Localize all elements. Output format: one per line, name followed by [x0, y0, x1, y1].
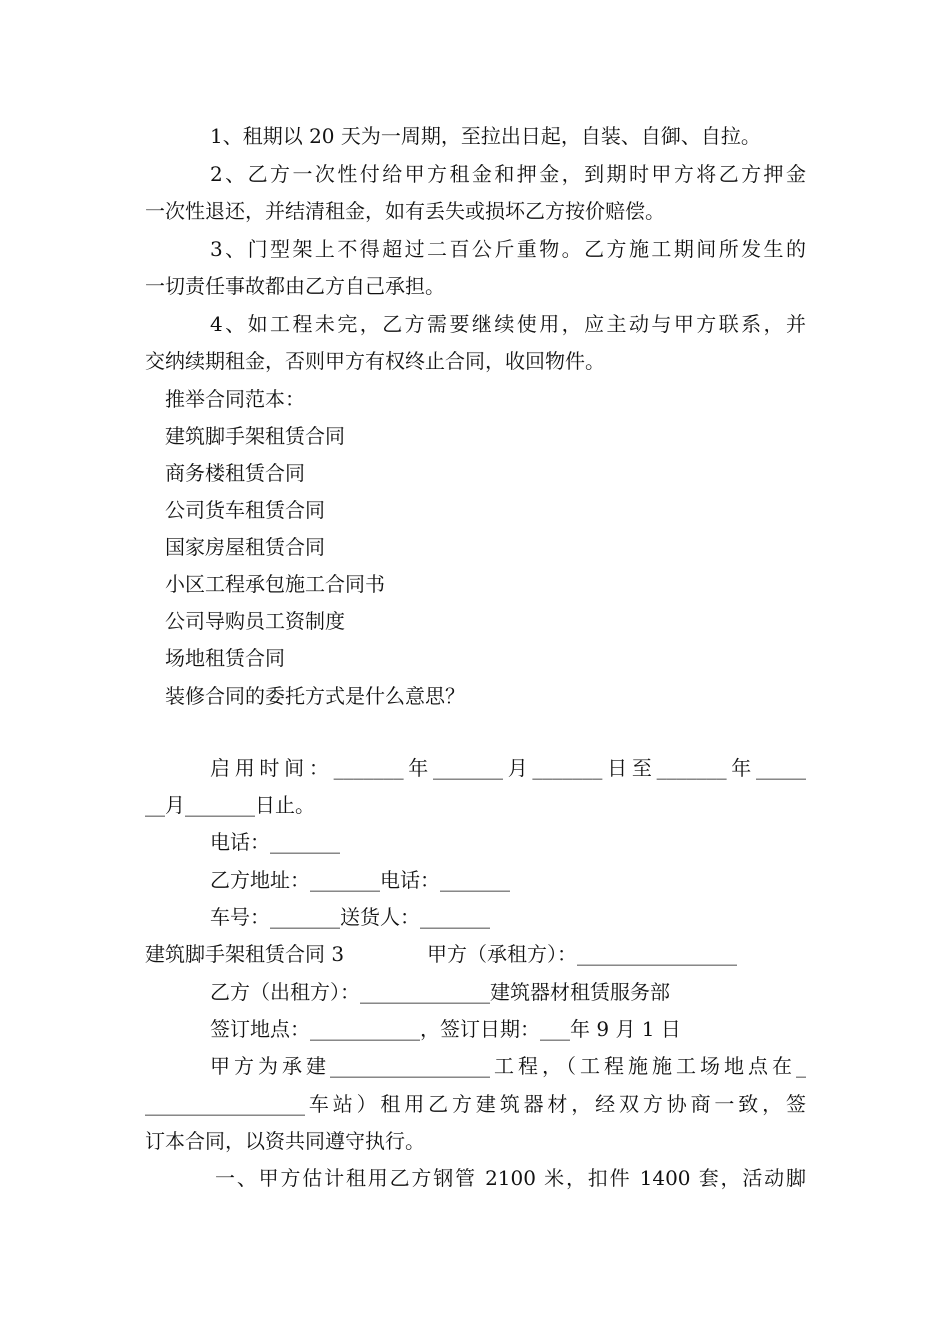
clause-4-line-1: 4、如工程未完，乙方需要继续使用，应主动与甲方联系，并 [210, 312, 806, 336]
recommend-link[interactable]: 建筑脚手架租赁合同 [165, 424, 345, 448]
contract-title: 建筑脚手架租赁合同 3 [145, 942, 345, 966]
clause-2-line-2: 一次性退还，并结清租金，如有丢失或损坏乙方按价赔偿。 [145, 199, 665, 223]
clause-3-line-1: 3、门型架上不得超过二百公斤重物。乙方施工期间所发生的 [210, 237, 806, 261]
intro-line-1: 甲方为承建________________工程，（工程施施工场地点在_ [210, 1054, 806, 1078]
party-b-line: 乙方（出租方）：_____________建筑器材租赁服务部 [210, 980, 670, 1004]
clause-2-line-1: 2、乙方一次性付给甲方租金和押金，到期时甲方将乙方押金 [210, 162, 806, 186]
start-time-line-2: __月_______日止。 [145, 793, 315, 817]
party-b-address-line: 乙方地址：_______电话：_______ [210, 868, 510, 892]
recommend-link[interactable]: 国家房屋租赁合同 [165, 535, 325, 559]
start-time-line-1: 启用时间：_______年_______月_______日至_______年_____ [210, 756, 806, 780]
phone-line: 电话：_______ [210, 830, 340, 854]
clause-4-line-2: 交纳续期租金，否则甲方有权终止合同，收回物件。 [145, 349, 605, 373]
recommend-link[interactable]: 场地租赁合同 [165, 646, 285, 670]
vehicle-line: 车号：_______送货人：_______ [210, 905, 490, 929]
recommend-link[interactable]: 公司导购员工资制度 [165, 609, 345, 633]
recommend-heading: 推举合同范本： [165, 387, 305, 411]
intro-line-3: 订本合同，以资共同遵守执行。 [145, 1129, 425, 1153]
clause-1-line: 1、租期以 20 天为一周期，至拉出日起，自装、自御、自拉。 [210, 124, 761, 148]
signing-line: 签订地点：___________，签订日期：___年 9 月 1 日 [210, 1017, 681, 1041]
recommend-link[interactable]: 商务楼租赁合同 [165, 461, 305, 485]
clause-3-line-2: 一切责任事故都由乙方自己承担。 [145, 274, 445, 298]
recommend-link[interactable]: 小区工程承包施工合同书 [165, 572, 385, 596]
article-1-line: 一、甲方估计租用乙方钢管 2100 米，扣件 1400 套，活动脚 [215, 1166, 806, 1190]
recommend-link[interactable]: 公司货车租赁合同 [165, 498, 325, 522]
intro-line-2: ________________车站）租用乙方建筑器材，经双方协商一致，签 [145, 1092, 806, 1116]
recommend-link[interactable]: 装修合同的委托方式是什么意思？ [165, 684, 465, 708]
party-a-line: 甲方（承租方）：________________ [427, 942, 737, 966]
